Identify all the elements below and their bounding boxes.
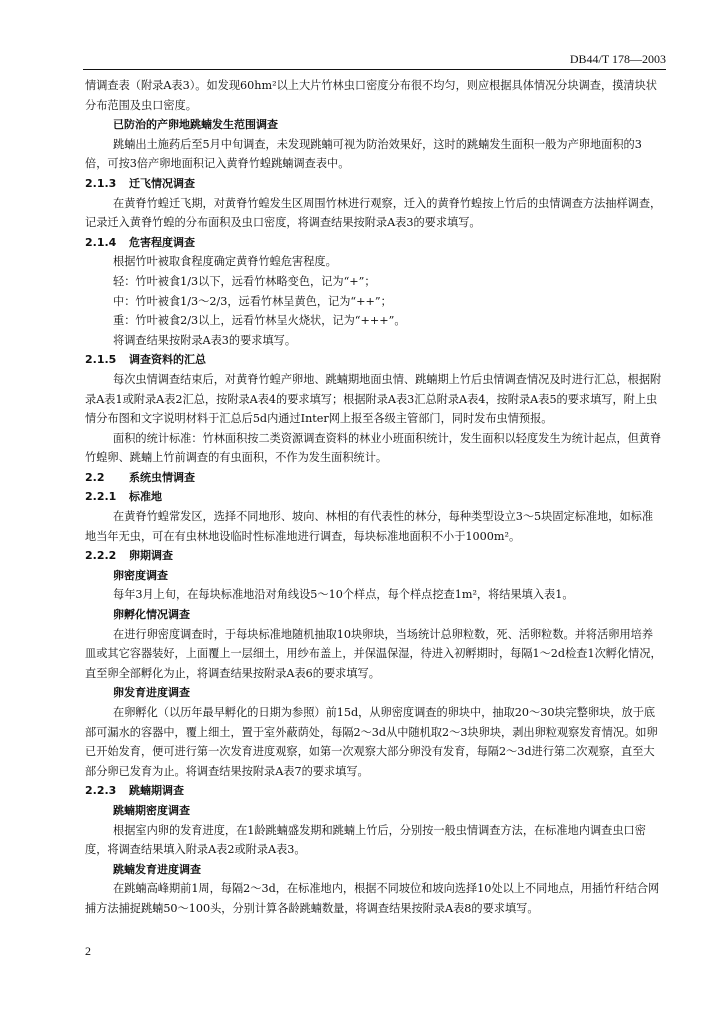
paragraph: 在跳蝻高峰期前1周，每隔2～3d，在标准地内，根据不同坡位和坡向选择10处以上不同地点，用插竹秆结合网捕方法捕捉跳蝻50～100头，分别计算各龄跳蝻数量，将调查结果按附录A表8的要求填写。	[85, 882, 660, 915]
paragraph: 轻：竹叶被食1/3以下，远看竹林略变色，记为“+”；	[113, 274, 376, 288]
header-rule	[83, 69, 666, 70]
section-heading-2-1-5	[85, 350, 663, 370]
subheading-fangzhi: 已防治的产卵地跳蝻发生范围调查	[113, 118, 278, 132]
section-number: 2.1.4	[85, 235, 117, 249]
paragraph: 面积的统计标准：竹林面积按二类资源调查资料的林业小班面积统计，发生面积以轻度发生为统计起点，但黄脊竹蝗卵、跳蝻上竹前调查的有虫面积，不作为发生面积统计。	[85, 431, 662, 465]
subheading-tiaonan-fayu: 跳蝻发育进度调查	[113, 862, 201, 876]
section-heading-2-1-3	[85, 174, 663, 194]
section-heading-2-2-2	[85, 546, 663, 566]
section-title: 调查资料的汇总	[129, 353, 206, 367]
paragraph: 跳蝻出土施药后至5月中旬调查，未发现跳蝻可视为防治效果好，这时的跳蝻发生面积一般为产卵地面积的3倍，可按3倍产卵地面积记入黄脊竹蝗跳蝻调查表中。	[85, 137, 642, 171]
paragraph: 中：竹叶被食1/3～2/3，远看竹林呈黄色，记为“++”；	[113, 294, 392, 308]
section-number: 2.2	[85, 470, 105, 484]
paragraph: 在黄脊竹蝗迁飞期，对黄脊竹蝗发生区周围竹林进行观察，迁入的黄脊竹蝗按上竹后的虫情调查方法抽样调查，记录迁入黄脊竹蝗的分布面积及虫口密度，将调查结果按附录A表3的要求填写。	[85, 196, 662, 230]
section-title: 系统虫情调查	[129, 470, 195, 484]
page-number: 2	[85, 944, 91, 958]
section-title: 跳蝻期调查	[129, 784, 184, 798]
section-title: 迁飞情况调查	[129, 176, 195, 190]
paragraph: 重：竹叶被食2/3以上，远看竹林呈火烧状，记为“+++”。	[113, 314, 406, 328]
paragraph: 在黄脊竹蝗常发区，选择不同地形、坡向、林相的有代表性的林分，每种类型设立3～5块固定标准地，如标准地当年无虫，可在有虫林地设临时性标准地进行调查，每块标准地面积不小于1000m²。	[85, 510, 654, 543]
paragraph: 情调查表（附录A表3）。如发现60hm²以上大片竹林虫口密度分布很不均匀，则应根据具体情况分块调查，摸清块状分布范围及虫口密度。	[85, 79, 657, 112]
paragraph: 每年3月上旬，在每块标准地沿对角线设5～10个样点，每个样点挖查1m²，将结果填入表1。	[113, 588, 574, 602]
section-number: 2.1.5	[85, 353, 117, 367]
paragraph: 每次虫情调查结束后，对黄脊竹蝗产卵地、跳蝻期地面虫情、跳蝻期上竹后虫情调查情况及时进行汇总，根据附录A表1或附录A表2汇总，按附录A表4的要求填写；根据附录A表3汇总附录A表4，按附录A表5的要求填写，附上虫情分布图和文字说明材料于汇总后5d内通过Inter网上报至各级主管部门，同时发布虫情预报。	[85, 372, 662, 426]
paragraph: 将调查结果按附录A表3的要求填写。	[113, 333, 297, 347]
paragraph: 在卵孵化（以历年最早孵化的日期为参照）前15d，从卵密度调查的卵块中，抽取20～30块完整卵块，放于底部可漏水的容器中，覆上细土，置于室外蔽荫处，每隔2～3d从中随机取2～3块卵块，剥出卵粒观察发育情况。如卵已开始发育，便可进行第一次发育进度观察，如第一次观察大部分卵没有发育，每隔2～3d进行第二次观察，直至大部分卵已发育为止。将调查结果按附录A表7的要求填写。	[85, 706, 658, 778]
section-number: 2.1.3	[85, 176, 117, 190]
subheading-tiaonan-midu: 跳蝻期密度调查	[113, 803, 190, 817]
section-title: 标准地	[129, 490, 162, 504]
section-number: 2.2.1	[85, 490, 117, 504]
section-number: 2.2.3	[85, 784, 117, 798]
subheading-fuhua: 卵孵化情况调查	[113, 608, 190, 622]
section-number: 2.2.2	[85, 549, 117, 563]
document-code: DB44/T 178—2003	[569, 52, 666, 66]
section-heading-2-2-3	[85, 781, 663, 801]
document-body	[85, 76, 663, 919]
paragraph: 根据室内卵的发育进度，在1龄跳蝻盛发期和跳蝻上竹后，分别按一般虫情调查方法，在标准地内调查虫口密度，将调查结果填入附录A表2或附录A表3。	[85, 823, 646, 857]
section-title: 危害程度调查	[129, 235, 195, 249]
section-heading-2-2-1	[85, 487, 663, 507]
paragraph: 根据竹叶被取食程度确定黄脊竹蝗危害程度。	[113, 255, 337, 269]
subheading-fayu: 卵发育进度调查	[113, 686, 190, 700]
subheading-luanmidu: 卵密度调查	[113, 568, 168, 582]
section-title: 卵期调查	[129, 549, 173, 563]
section-heading-2-2	[85, 468, 663, 488]
paragraph: 在进行卵密度调查时，于每块标准地随机抽取10块卵块，当场统计总卵粒数，死、活卵粒数。并将活卵用培养皿或其它容器装好，上面覆上一层细土，用纱布盖上，并保温保湿，待进入初孵期时，每隔1～2d检查1次孵化情况，直至卵全部孵化为止，将调查结果按附录A表6的要求填写。	[85, 627, 662, 680]
section-heading-2-1-4	[85, 233, 663, 253]
